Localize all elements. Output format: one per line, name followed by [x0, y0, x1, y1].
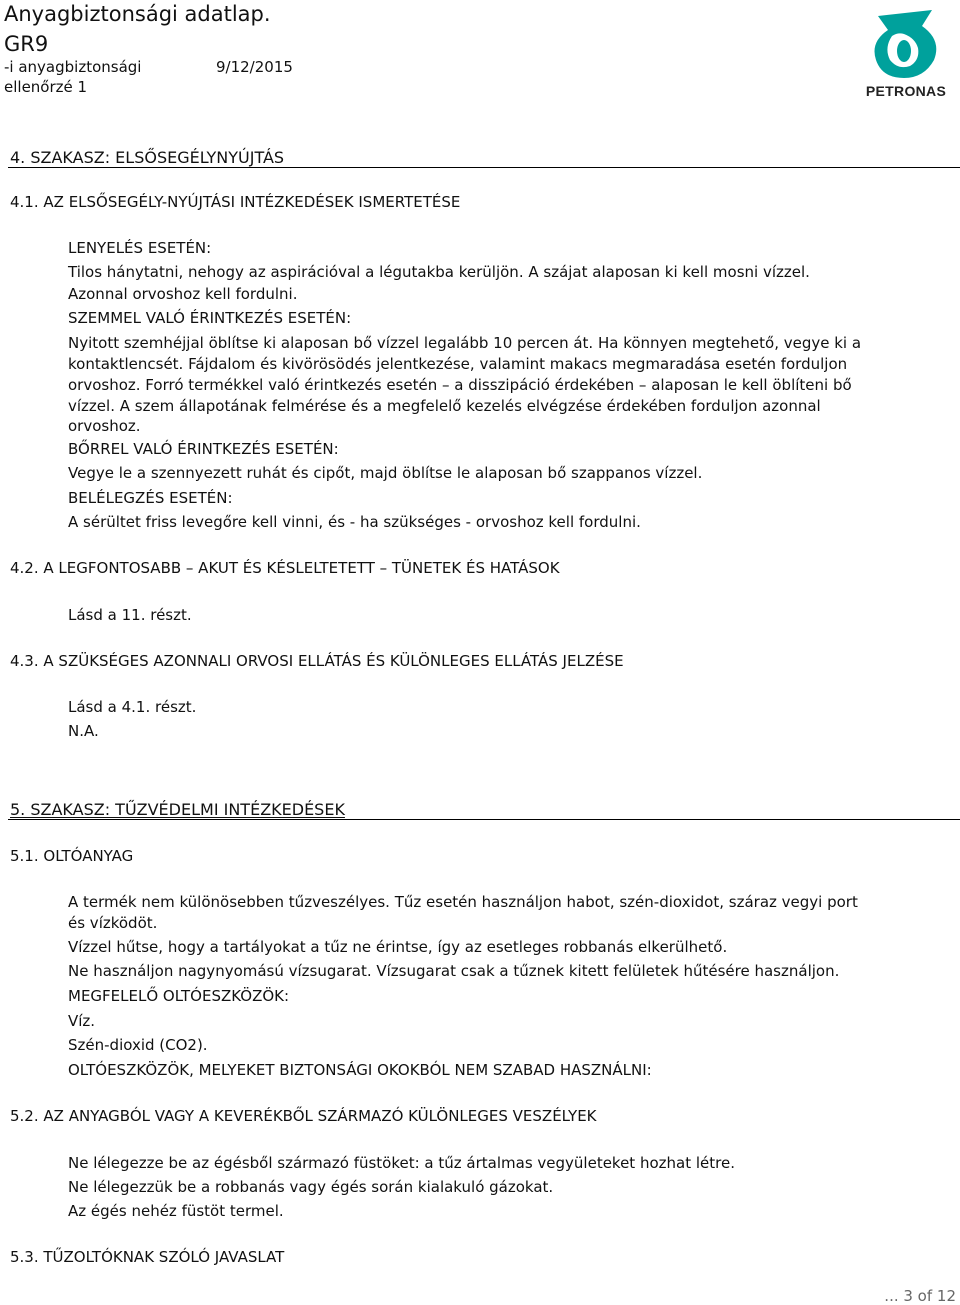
text-line: MEGFELELŐ OLTÓESZKÖZÖK: [68, 987, 290, 1005]
section-5-rule [8, 819, 960, 820]
text-line: orvoshoz. [68, 417, 141, 435]
section-4-3-heading: 4.3. A SZÜKSÉGES AZONNALI ORVOSI ELLÁTÁS ÉS KÜLÖNLEGES ELLÁTÁS JELZÉSE [10, 652, 624, 670]
page-indicator: ... 3 of 12 [884, 1287, 956, 1305]
document-title: Anyagbiztonsági adatlap. [4, 2, 271, 26]
text-line: BELÉLEGZÉS ESETÉN: [68, 489, 233, 507]
section-4-heading: 4. SZAKASZ: ELSŐSEGÉLYNYÚJTÁS [10, 148, 285, 167]
text-line: OLTÓESZKÖZÖK, MELYEKET BIZTONSÁGI OKOKBÓL NEM SZABAD HASZNÁLNI: [68, 1061, 652, 1079]
text-line: Vegye le a szennyezett ruhát és cipőt, majd öblítse le alaposan bő szappanos vízzel. [68, 464, 703, 482]
section-5-3-heading: 5.3. TŰZOLTÓKNAK SZÓLÓ JAVASLAT [10, 1248, 285, 1266]
text-line: Ne lélegezze be az égésből származó füstöket: a tűz ártalmas vegyületeket hozhat létre. [68, 1154, 735, 1172]
revision-label-line1: -i anyagbiztonsági [4, 58, 142, 76]
text-line: Lásd a 4.1. részt. [68, 698, 197, 716]
section-5-1-heading: 5.1. OLTÓANYAG [10, 847, 134, 865]
section-5-2-heading: 5.2. AZ ANYAGBÓL VAGY A KEVERÉKBŐL SZÁRMAZÓ KÜLÖNLEGES VESZÉLYEK [10, 1107, 597, 1125]
petronas-logo-icon [858, 6, 954, 82]
revision-date: 9/12/2015 [216, 58, 293, 76]
petronas-logo [858, 6, 954, 100]
text-line: A sérültet friss levegőre kell vinni, és - ha szükséges - orvoshoz kell fordulni. [68, 513, 641, 531]
text-line: Lásd a 11. részt. [68, 606, 192, 624]
text-line: Ne lélegezzük be a robbanás vagy égés során kialakuló gázokat. [68, 1178, 554, 1196]
text-line: Nyitott szemhéjjal öblítse ki alaposan bő vízzel legalább 10 percen át. Ha könnyen megtehető, vegye ki a [68, 334, 862, 352]
revision-label-line2: ellenőrzé 1 [4, 78, 88, 96]
text-line: N.A. [68, 722, 99, 740]
section-5-heading: 5. SZAKASZ: TŰZVÉDELMI INTÉZKEDÉSEK [10, 800, 345, 819]
section-4-1-heading: 4.1. AZ ELSŐSEGÉLY-NYÚJTÁSI INTÉZKEDÉSEK ISMERTETÉSE [10, 193, 461, 211]
text-line: LENYELÉS ESETÉN: [68, 239, 212, 257]
text-line: Az égés nehéz füstöt termel. [68, 1202, 284, 1220]
text-line: Ne használjon nagynyomású vízsugarat. Vízsugarat csak a tűznek kitett felületek hűtésére használjon. [68, 962, 840, 980]
text-line: BŐRREL VALÓ ÉRINTKEZÉS ESETÉN: [68, 440, 339, 458]
text-line: Tilos hánytatni, nehogy az aspirációval a légutakba kerüljön. A szájat alaposan ki kell mosni vízzel. [68, 263, 810, 281]
text-line: SZEMMEL VALÓ ÉRINTKEZÉS ESETÉN: [68, 309, 352, 327]
text-line: Víz. [68, 1012, 96, 1030]
text-line: kontaktlencsét. Fájdalom és kivörösödés jelentkezése, valamint makacs megmaradása esetén forduljon [68, 355, 848, 373]
product-code: GR9 [4, 32, 49, 56]
text-line: és vízködöt. [68, 914, 158, 932]
text-line: Azonnal orvoshoz kell fordulni. [68, 285, 298, 303]
text-line: Vízzel hűtse, hogy a tartályokat a tűz ne érintse, így az esetleges robbanás elkerülhető. [68, 938, 728, 956]
text-line: orvoshoz. Forró termékkel való érintkezés esetén – a disszipáció érdekében – alaposan le kell öblíteni bő [68, 376, 852, 394]
text-line: A termék nem különösebben tűzveszélyes. Tűz esetén használjon habot, szén-dioxidot, száraz vegyi port [68, 893, 858, 911]
section-4-2-heading: 4.2. A LEGFONTOSABB – AKUT ÉS KÉSLELTETETT – TÜNETEK ÉS HATÁSOK [10, 559, 560, 577]
logo-wordmark: PETRONAS [865, 83, 947, 99]
text-line: Szén-dioxid (CO2). [68, 1036, 208, 1054]
section-4-rule [8, 167, 960, 168]
text-line: vízzel. A szem állapotának felmérése és a megfelelő kezelés elvégzése érdekében forduljon azonnal [68, 397, 821, 415]
